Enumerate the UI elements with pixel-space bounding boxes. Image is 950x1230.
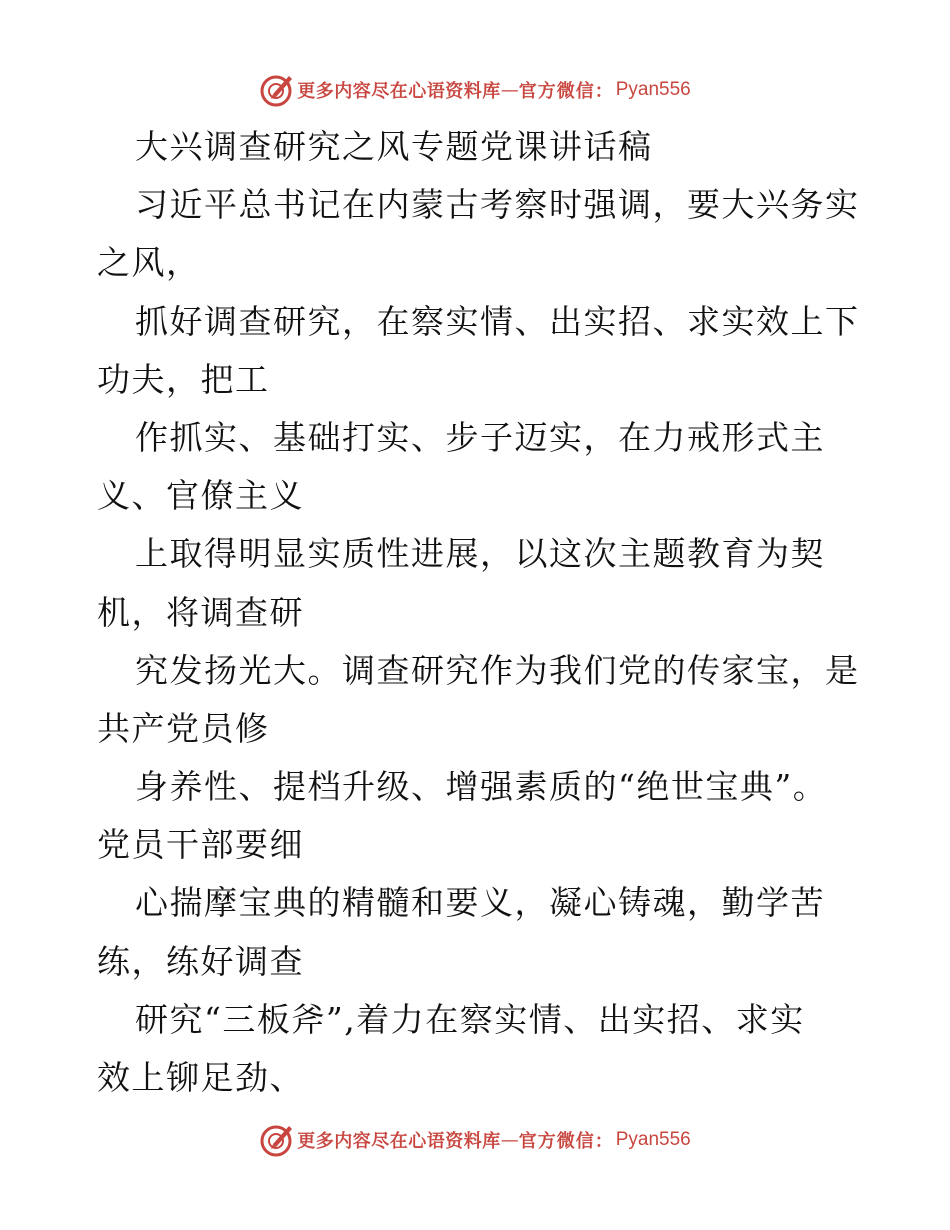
- pen-logo-icon: [259, 1122, 295, 1158]
- banner-official-label: 官方微信：: [518, 81, 614, 102]
- text-line: 义、官僚主义: [97, 476, 304, 516]
- banner-dash: —: [500, 79, 519, 101]
- pen-logo-icon: [259, 72, 295, 108]
- text-line: 之风，: [97, 243, 201, 283]
- text-line: 研究“三板斧”,着力在察实情、出实招、求实: [135, 999, 805, 1039]
- text-line: 练，练好调查: [97, 941, 304, 981]
- banner-wechat-id: Pyan556: [615, 1129, 691, 1150]
- text-line: 功夫，把工: [97, 359, 270, 399]
- document-title: 大兴调查研究之风专题党课讲话稿: [135, 127, 653, 166]
- banner-text: 更多内容尽在心语资料库: [297, 81, 501, 102]
- text-line: 习近平总书记在内蒙古考察时强调，要大兴务实: [135, 185, 860, 225]
- text-line: 机，将调查研: [97, 592, 304, 632]
- text-line: 党员干部要细: [97, 825, 304, 865]
- header-banner: [0, 68, 950, 112]
- banner-official-label: 官方微信：: [518, 1131, 614, 1152]
- text-line: 共产党员修: [97, 708, 270, 748]
- text-line: 身养性、提档升级、增强素质的“绝世宝典”。: [135, 767, 828, 807]
- footer-banner: [0, 1118, 950, 1162]
- text-line: 究发扬光大。调查研究作为我们党的传家宝，是: [135, 650, 860, 690]
- banner-wechat-id: Pyan556: [615, 79, 691, 100]
- text-line: 上取得明显实质性进展，以这次主题教育为契: [135, 534, 825, 574]
- text-line: 作抓实、基础打实、步子迈实，在力戒形式主: [135, 417, 825, 457]
- banner-dash: —: [500, 1129, 519, 1151]
- text-line: 效上铆足劲、: [97, 1058, 304, 1097]
- text-line: 心揣摩宝典的精髓和要义，凝心铸魂，勤学苦: [135, 883, 825, 923]
- document-body: [97, 118, 860, 1107]
- banner-text: 更多内容尽在心语资料库: [297, 1131, 501, 1152]
- text-line: 抓好调查研究，在察实情、出实招、求实效上下: [135, 301, 860, 341]
